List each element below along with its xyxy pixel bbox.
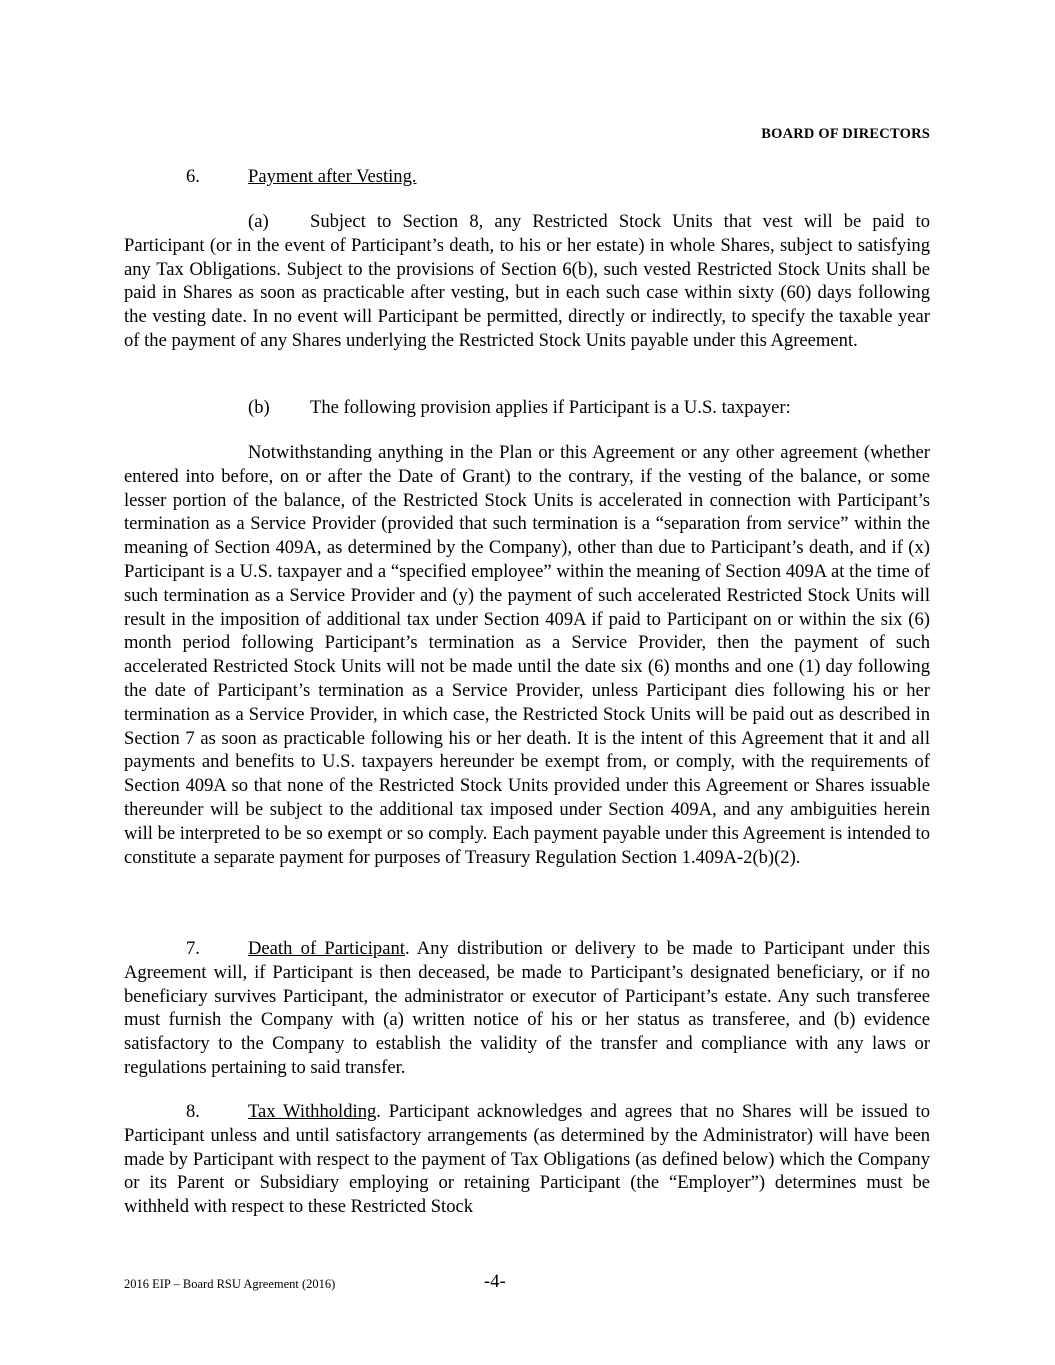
section-8-text: . Participant acknowledges and agrees that no Shares will be issued to Participant unless and until satisfactory arrangements (as determined by the Administrator) will have been made by Participant with respect to the payment of Tax Obligations (as defined below) which the Company or its Parent or Subsidiary employing or retaining Participant (the “Employer”) determines must be withheld with respect to these Restricted Stock xyxy=(124,1101,930,1218)
section-6b-text: The following provision applies if Participant is a U.S. taxpayer: xyxy=(310,397,791,418)
section-6a-text: Subject to Section 8, any Restricted Stock Units that vest will be paid to Participant (or in the event of Participant’s death, to his or her estate) in whole Shares, subject to satisfying any Tax Obligations. Subject to the provisions of Section 6(b), such vested Restricted Stock Units shall be paid in Shares as soon as practicable after vesting, but in each such case within sixty (60) days following the vesting date. In no event will Participant be permitted, directly or indirectly, to specify the taxable year of the payment of any Shares underlying the Restricted Stock Units payable under this Agreement. xyxy=(124,211,930,351)
section-7-paragraph xyxy=(124,937,930,1080)
section-6b-paragraph xyxy=(248,396,791,420)
section-6a-paragraph xyxy=(124,210,930,353)
section-7-number: 7. xyxy=(186,938,200,959)
section-6a-label: (a) xyxy=(248,211,269,232)
footer-document-name: 2016 EIP – Board RSU Agreement (2016) xyxy=(124,1277,336,1291)
section-8-paragraph xyxy=(124,1100,930,1219)
section-6-number: 6. xyxy=(186,166,200,187)
section-8-number: 8. xyxy=(186,1101,200,1122)
section-8-title: Tax Withholding xyxy=(248,1101,377,1122)
section-7-title: Death of Participant xyxy=(248,938,405,959)
section-7-text: . Any distribution or delivery to be made to Participant under this Agreement will, if Participant is then deceased, be made to Participant’s designated beneficiary, or if no beneficiary survives Participant, the administrator or executor of Participant’s estate. Any such transferee must furnish the Company with (a) written notice of his or her status as transferee, and (b) evidence satisfactory to the Company to establish the validity of the transfer and compliance with any laws or regulations pertaining to said transfer. xyxy=(124,938,930,1078)
notwithstanding-paragraph: Notwithstanding anything in the Plan or this Agreement or any other agreement (whether entered into before, on or after the Date of Grant) to the contrary, if the vesting of the balance, or some lesser portion of the balance, of the Restricted Stock Units is accelerated in connection with Participant’s termination as a Service Provider (provided that such termination is a “separation from service” within the meaning of Section 409A, as determined by the Company), other than due to Participant’s death, and if (x) Participant is a U.S. taxpayer and a “specified employee” within the meaning of Section 409A at the time of such termination as a Service Provider and (y) the payment of such accelerated Restricted Stock Units will result in the imposition of additional tax under Section 409A if paid to Participant on or within the six (6) month period following Participant’s termination as a Service Provider, then the payment of such accelerated Restricted Stock Units will not be made until the date six (6) months and one (1) day following the date of Participant’s termination as a Service Provider, unless Participant dies following his or her termination as a Service Provider, in which case, the Restricted Stock Units will be paid out as described in Section 7 as soon as practicable following his or her death. It is the intent of this Agreement that it and all payments and benefits to U.S. taxpayers hereunder be exempt from, or comply, with the requirements of Section 409A so that none of the Restricted Stock Units provided under this Agreement or Shares issuable thereunder will be subject to the additional tax imposed under Section 409A, and any ambiguities herein will be interpreted to be so exempt or so comply. Each payment payable under this Agreement is intended to constitute a separate payment for purposes of Treasury Regulation Section 1.409A-2(b)(2). xyxy=(124,442,930,868)
section-6-title: Payment after Vesting. xyxy=(248,166,417,187)
page-header: BOARD OF DIRECTORS xyxy=(761,126,930,142)
section-6b-label: (b) xyxy=(248,397,270,418)
section-6-heading xyxy=(186,165,417,189)
footer-page-number: -4- xyxy=(484,1271,506,1292)
